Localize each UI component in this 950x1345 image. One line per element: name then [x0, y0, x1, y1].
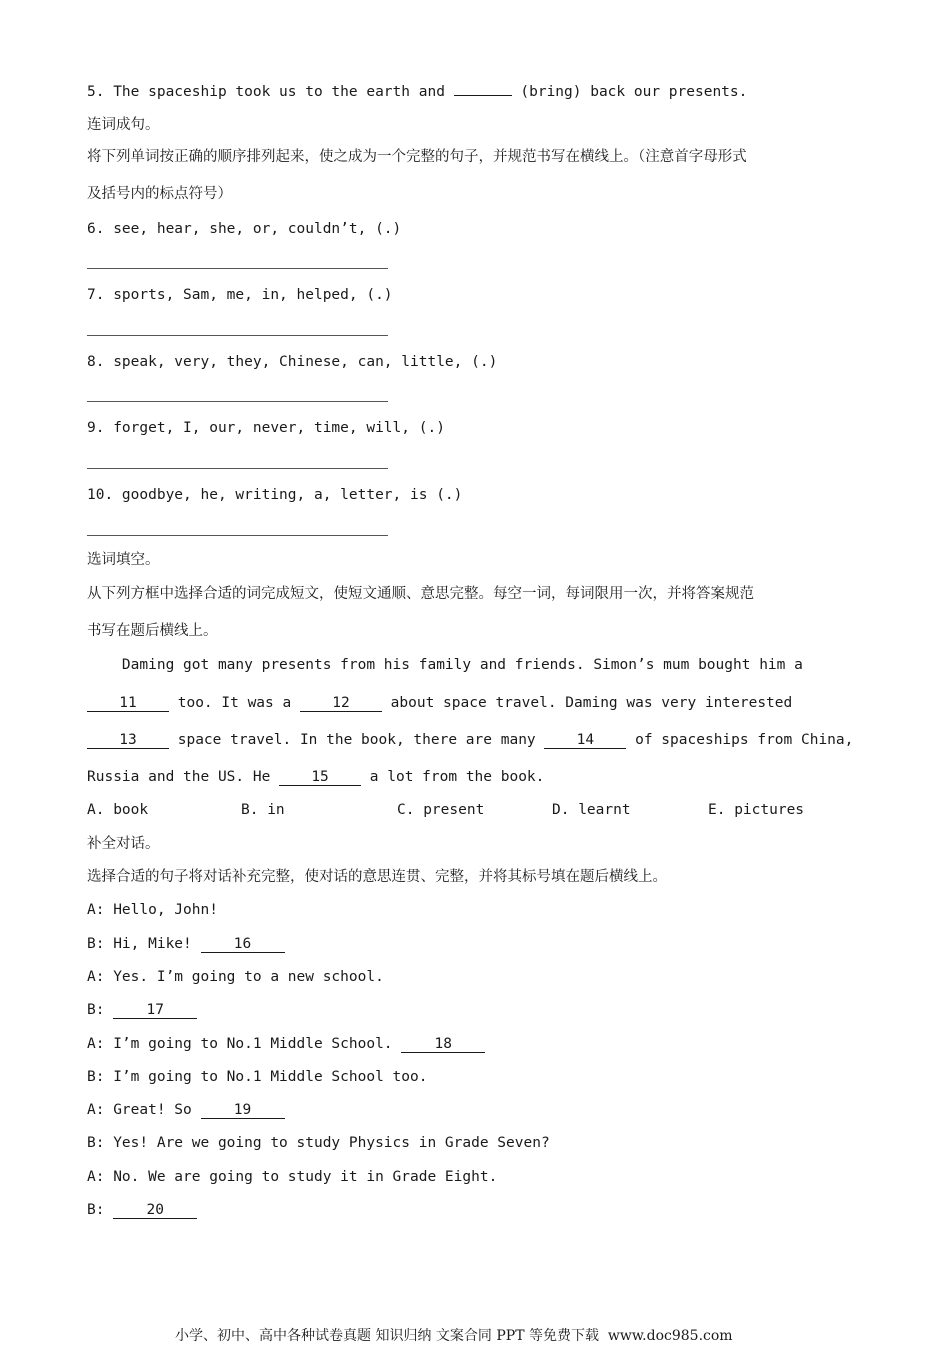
passage-text: Russia and the US. He	[87, 769, 280, 785]
passage-text: too. It was a	[169, 695, 300, 711]
answer-line[interactable]	[87, 535, 388, 536]
dialogue-line	[87, 1001, 197, 1019]
section-instruction: 将下列单词按正确的顺序排列起来，使之成为一个完整的句子，并规范书写在横线上。（注意首字母形式	[87, 149, 747, 165]
option-a: A. book	[87, 802, 149, 818]
answer-blank-20[interactable]: 20	[113, 1203, 197, 1219]
option-e: E. pictures	[708, 802, 805, 818]
answer-blank-19[interactable]: 19	[201, 1103, 285, 1119]
passage-line	[87, 768, 544, 786]
answer-blank-14[interactable]: 14	[544, 733, 626, 749]
dialogue-line	[87, 1201, 197, 1219]
passage-text: a lot from the book.	[361, 769, 545, 785]
dialogue-line: A: Yes. I’m going to a new school.	[87, 969, 384, 985]
dialogue-line	[87, 1035, 485, 1053]
dialogue-line: A: No. We are going to study it in Grade Eight.	[87, 1169, 498, 1185]
option-c: C. present	[397, 802, 485, 818]
section-instruction: 选择合适的句子将对话补充完整，使对话的意思连贯、完整，并将其标号填在题后横线上。	[87, 869, 667, 885]
answer-blank-11[interactable]: 11	[87, 696, 169, 712]
answer-blank-12[interactable]: 12	[300, 696, 382, 712]
passage-text: about space travel. Daming was very interested	[381, 695, 793, 711]
question-10: 10. goodbye, he, writing, a, letter, is (.)	[87, 487, 463, 503]
section-instruction: 书写在题后横线上。	[87, 623, 218, 639]
passage-text: space travel. In the book, there are many	[169, 732, 545, 748]
question-7: 7. sports, Sam, me, in, helped, (.)	[87, 287, 393, 303]
answer-blank-16[interactable]: 16	[201, 937, 285, 953]
passage-line	[87, 694, 792, 712]
section-title-dialogue: 补全对话。	[87, 836, 160, 852]
dialogue-line	[87, 935, 285, 953]
option-d: D. learnt	[552, 802, 631, 818]
answer-line[interactable]	[87, 401, 388, 402]
section-title-word-choice: 选词填空。	[87, 552, 160, 568]
dialogue-text: B:	[87, 1002, 114, 1018]
dialogue-line: B: I’m going to No.1 Middle School too.	[87, 1069, 428, 1085]
section-instruction: 及括号内的标点符号）	[87, 186, 232, 202]
page-footer: 小学、初中、高中各种试卷真题 知识归纳 文案合同 PPT 等免费下载 www.doc985.com	[175, 1328, 733, 1344]
passage-text: of spaceships from China,	[626, 732, 854, 748]
question-5	[87, 83, 747, 101]
section-instruction: 从下列方框中选择合适的词完成短文，使短文通顺、意思完整。每空一词，每词限用一次，并将答案规范	[87, 586, 754, 602]
question-8: 8. speak, very, they, Chinese, can, little, (.)	[87, 354, 498, 370]
dialogue-line: A: Hello, John!	[87, 902, 218, 918]
question-6: 6. see, hear, she, or, couldn’t, (.)	[87, 221, 402, 237]
answer-line[interactable]	[87, 468, 388, 469]
dialogue-line: B: Yes! Are we going to study Physics in Grade Seven?	[87, 1135, 550, 1151]
dialogue-text: B:	[87, 1202, 114, 1218]
dialogue-line	[87, 1101, 285, 1119]
answer-blank-15[interactable]: 15	[279, 770, 361, 786]
dialogue-text: A: I’m going to No.1 Middle School.	[87, 1036, 402, 1052]
option-b: B. in	[241, 802, 285, 818]
passage-line: Daming got many presents from his family and friends. Simon’s mum bought him a	[87, 657, 803, 673]
answer-blank-17[interactable]: 17	[113, 1003, 197, 1019]
answer-blank[interactable]	[454, 95, 512, 96]
answer-blank-18[interactable]: 18	[401, 1037, 485, 1053]
question-text: (bring) back our presents.	[511, 84, 748, 100]
answer-line[interactable]	[87, 268, 388, 269]
section-title-reorder: 连词成句。	[87, 117, 160, 133]
passage-line	[87, 731, 853, 749]
answer-blank-13[interactable]: 13	[87, 733, 169, 749]
dialogue-text: B: Hi, Mike!	[87, 936, 201, 952]
question-9: 9. forget, I, our, never, time, will, (.)	[87, 420, 445, 436]
dialogue-text: A: Great! So	[87, 1102, 201, 1118]
question-text: 5. The spaceship took us to the earth and	[87, 84, 454, 100]
answer-line[interactable]	[87, 335, 388, 336]
